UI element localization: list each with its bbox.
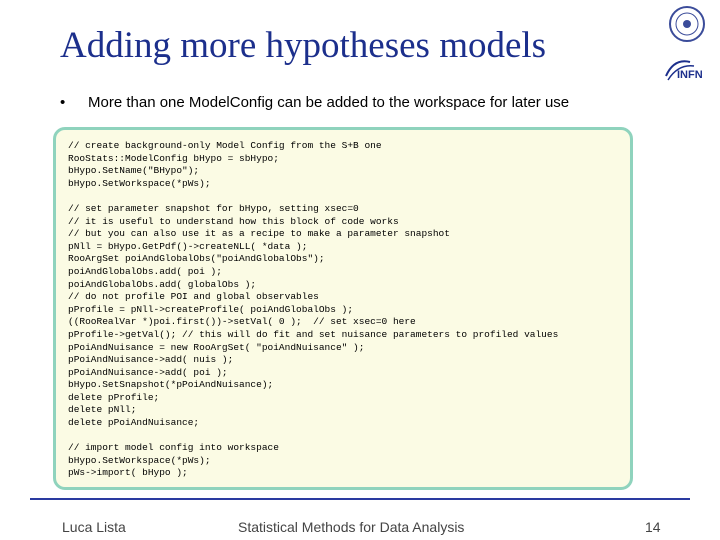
code-line: bHypo.SetWorkspace(*pWs); <box>68 177 211 189</box>
code-line: pPoiAndNuisance->add( nuis ); <box>68 354 234 366</box>
code-line: // create background-only Model Config from the S+B one <box>68 140 382 151</box>
code-line: bHypo.SetName("BHypo"); <box>68 165 200 177</box>
code-line: RooArgSet poiAndGlobalObs("poiAndGlobalObs"); <box>68 253 325 265</box>
code-line: bHypo.SetSnapshot(*pPoiAndNuisance); <box>68 379 274 391</box>
code-line: delete pNll; <box>68 404 137 416</box>
code-line <box>68 430 630 443</box>
code-line: // but you can also use it as a recipe to make a parameter snapshot <box>68 228 450 240</box>
code-line: bHypo.SetWorkspace(*pWs); <box>68 454 211 466</box>
code-line: pPoiAndNuisance->add( poi ); <box>68 366 228 378</box>
code-line: delete pPoiAndNuisance; <box>68 417 200 429</box>
code-line: pWs->import( bHypo ); <box>68 467 188 479</box>
code-line: poiAndGlobalObs.add( poi ); <box>68 265 222 277</box>
bullet-dot: • <box>60 94 66 111</box>
footer-divider <box>30 498 690 500</box>
svg-text:INFN: INFN <box>677 69 703 81</box>
code-line: poiAndGlobalObs.add( globalObs ); <box>68 278 257 290</box>
logos <box>662 4 712 84</box>
footer-course: Statistical Methods for Data Analysis <box>238 519 465 535</box>
infn-logo-icon <box>662 54 712 84</box>
code-block <box>53 127 633 490</box>
footer-author: Luca Lista <box>62 519 126 535</box>
code-line: ((RooRealVar *)poi.first())->setVal( 0 ); // set xsec=0 here <box>68 316 416 328</box>
slide-title: Adding more hypotheses models <box>60 25 547 66</box>
bullet-text: More than one ModelConfig can be added to the workspace for later use <box>88 94 570 111</box>
code-line: pProfile = pNll->createProfile( poiAndGlobalObs ); <box>68 303 354 315</box>
code-line: // do not profile POI and global observables <box>68 291 319 303</box>
code-line: // set parameter snapshot for bHypo, setting xsec=0 <box>68 202 359 214</box>
page-number: 14 <box>645 519 661 535</box>
code-line: // import model config into workspace <box>68 442 279 454</box>
code-line: pProfile->getVal(); // this will do fit and set nuisance parameters to profiled values <box>68 328 559 340</box>
code-line: // it is useful to understand how this block of code works <box>68 215 399 227</box>
code-line: RooStats::ModelConfig bHypo = sbHypo; <box>68 152 279 164</box>
code-line: pPoiAndNuisance = new RooArgSet( "poiAndNuisance" ); <box>68 341 365 353</box>
code-line <box>68 190 630 203</box>
code-line: delete pProfile; <box>68 391 160 403</box>
code-line: pNll = bHypo.GetPdf()->createNLL( *data ); <box>68 240 308 252</box>
bullet-item <box>60 94 569 111</box>
